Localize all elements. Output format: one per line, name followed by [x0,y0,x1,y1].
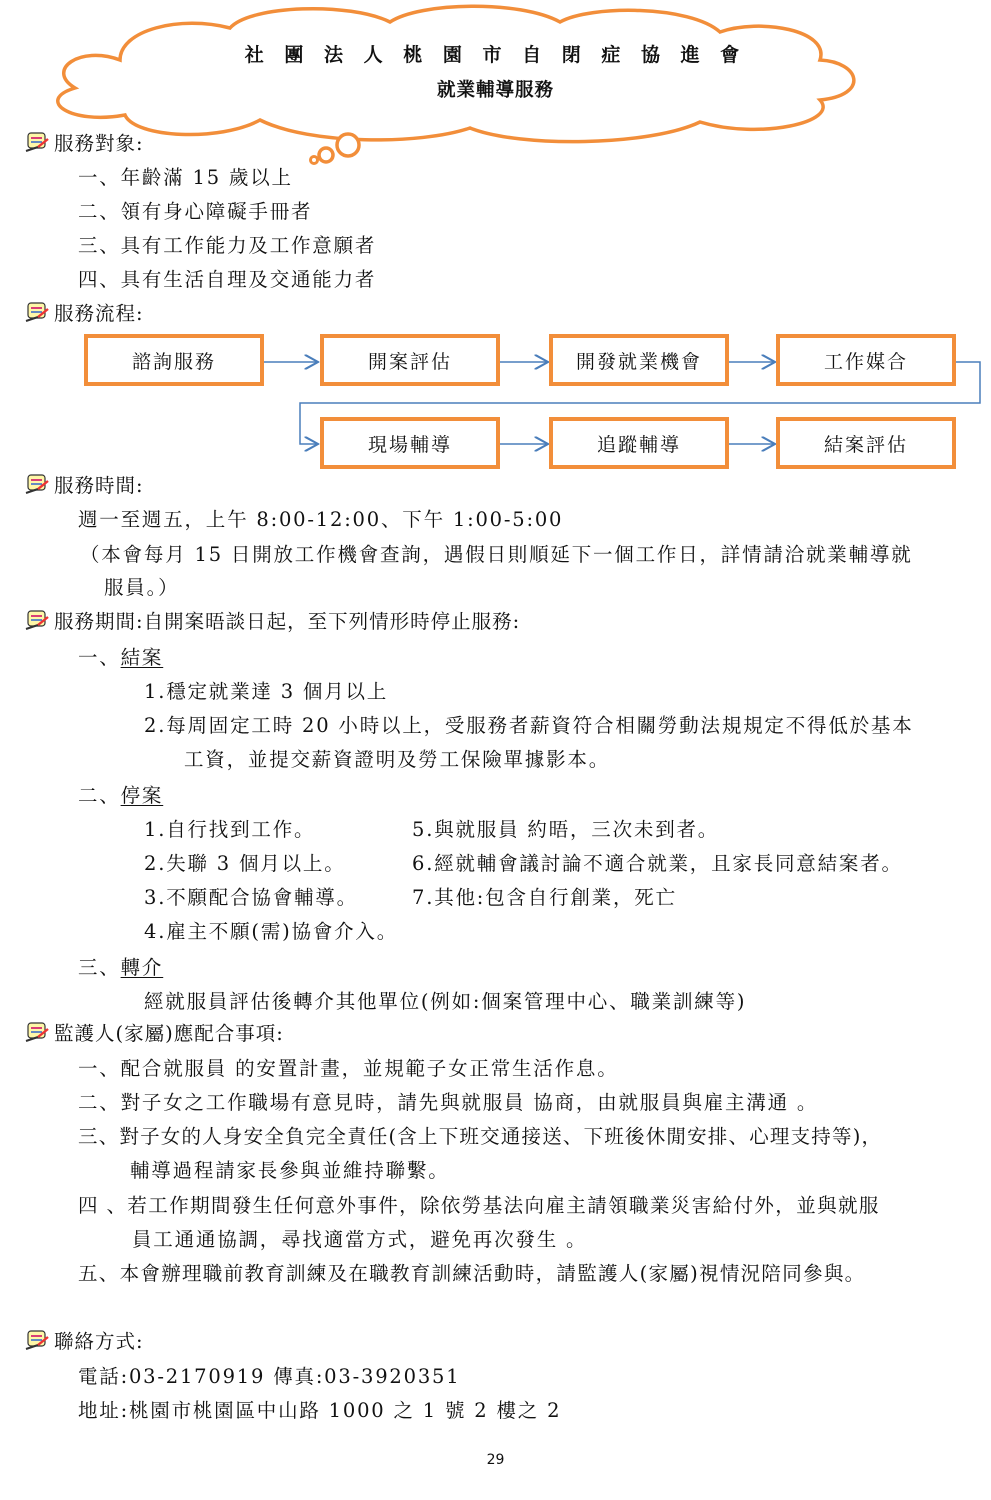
organization-title: 社 團 法 人 桃 園 市 自 閉 症 協 進 會 [244,44,747,66]
contact-address: 地址:桃園市桃園區中山路 1000 之 1 號 2 樓之 2 [78,1399,562,1422]
guardian-item: 一、配合就服員 的安置計畫，並規範子女正常生活作息。 [78,1057,619,1080]
close-label: 一、結案 [78,646,164,669]
flow-step-job-development: 開發就業機會 [549,334,729,386]
target-item: 二、領有身心障礙手冊者 [78,200,313,223]
close-item: 1.穩定就業達 3 個月以上 [144,680,389,703]
stop-item: 6.經就輔會議討論不適合就業，且家長同意結案者。 [412,852,903,875]
section-guardian-heading: 監護人(家屬)應配合事項: [24,1018,284,1046]
stop-label: 二、停案 [78,784,164,807]
stop-item: 7.其他:包含自行創業，死亡 [412,886,677,909]
close-item-cont: 工資，並提交薪資證明及勞工保險單據影本。 [184,748,611,771]
refer-label: 三、轉介 [78,956,164,979]
section-hours-heading: 服務時間: [24,470,144,498]
pencil-notepad-icon [24,471,52,497]
flow-step-follow-up: 追蹤輔導 [549,417,729,469]
section-process-heading: 服務流程: [24,298,144,326]
target-item: 一、年齡滿 15 歲以上 [78,166,293,189]
service-subtitle: 就業輔導服務 [436,80,554,101]
hours-note: （本會每月 15 日開放工作機會查詢，遇假日則順延下一個工作日，詳情請洽就業輔導就 [80,543,913,566]
close-item: 2.每周固定工時 20 小時以上，受服務者薪資符合相關勞動法規規定不得低於基本 [144,714,914,737]
stop-item: 5.與就服員 約晤，三次未到者。 [412,818,720,841]
hours-text: 週一至週五，上午 8:00-12:00、下午 1:00-5:00 [78,508,564,531]
section-contact-heading: 聯絡方式: [24,1326,144,1354]
section-period-heading: 服務期間:自開案晤談日起，至下列情形時停止服務: [24,606,520,634]
flow-step-consultation: 諮詢服務 [84,334,264,386]
flow-step-onsite-coaching: 現場輔導 [320,417,500,469]
page-number: 29 [486,1452,505,1468]
target-item: 四、具有生活自理及交通能力者 [78,268,377,291]
guardian-item: 四 、若工作期間發生任何意外事件，除依勞基法向雇主請領職業災害給付外，並與就服 [78,1194,880,1217]
contact-phone: 電話:03-2170919 傳真:03-3920351 [78,1365,461,1388]
flow-step-case-assessment: 開案評估 [320,334,500,386]
pencil-notepad-icon [24,1019,52,1045]
stop-item: 3.不願配合協會輔導。 [144,886,358,909]
hours-note-cont: 服員。） [104,576,180,599]
guardian-item: 二、對子女之工作職場有意見時，請先與就服員 協商，由就服員與雇主溝通 。 [78,1091,819,1114]
pencil-notepad-icon [24,607,52,633]
stop-item: 4.雇主不願(需)協會介入。 [144,920,399,943]
flow-step-job-matching: 工作媒合 [776,334,956,386]
flow-step-case-closure: 結案評估 [776,417,956,469]
guardian-item: 三、對子女的人身安全負完全責任(含上下班交通接送、下班後休閒安排、心理支持等)， [78,1125,883,1148]
section-target-heading: 服務對象: [24,128,144,156]
stop-item: 2.失聯 3 個月以上。 [144,852,346,875]
guardian-item-cont: 輔導過程請家長參與並維持聯繫。 [130,1159,450,1182]
pencil-notepad-icon [24,1327,52,1353]
stop-item: 1.自行找到工作。 [144,818,316,841]
refer-text: 經就服員評估後轉介其他單位(例如:個案管理中心、職業訓練等) [144,990,747,1013]
guardian-item: 五、本會辦理職前教育訓練及在職教育訓練活動時，請監護人(家屬)視情況陪同參與。 [78,1262,866,1285]
target-item: 三、具有工作能力及工作意願者 [78,234,377,257]
guardian-item-cont: 員工通通協調，尋找適當方式，避免再次發生 。 [132,1228,588,1251]
